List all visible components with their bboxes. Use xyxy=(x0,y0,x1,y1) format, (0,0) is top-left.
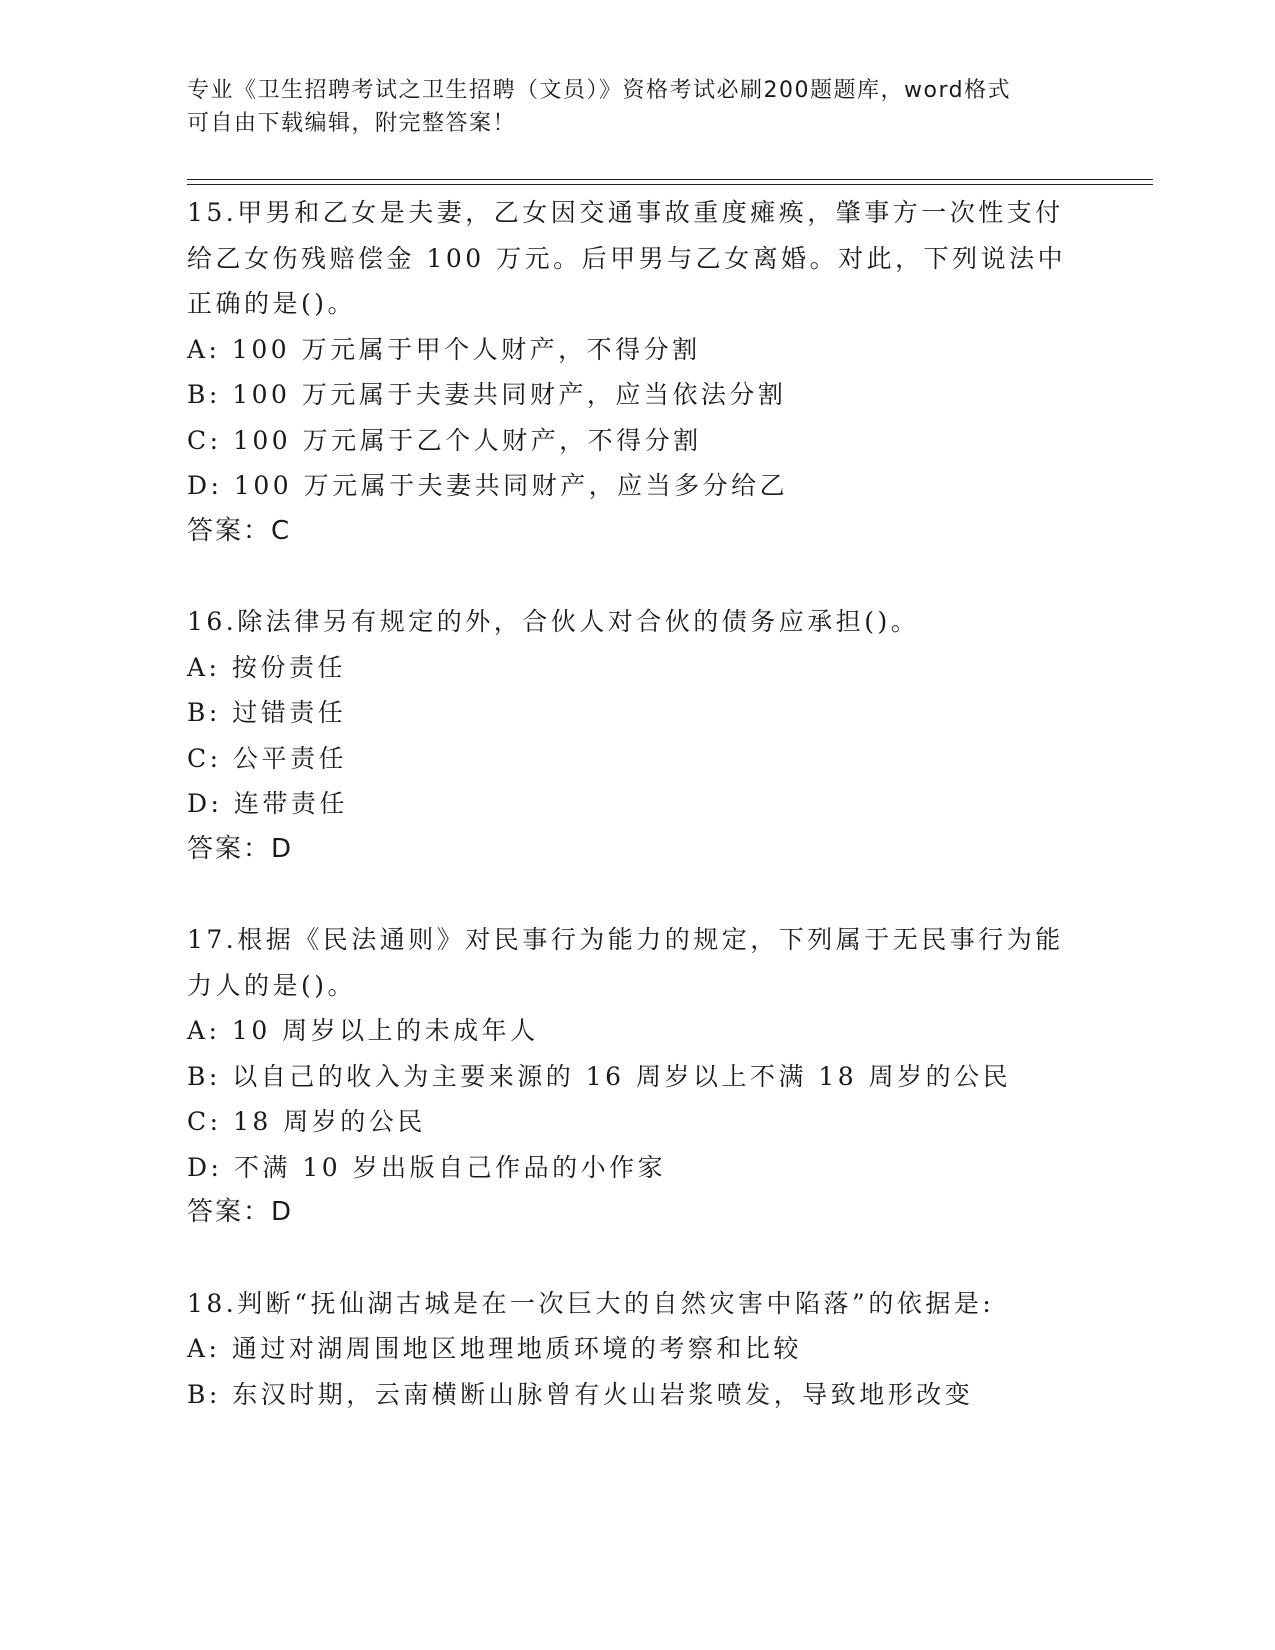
question-stem-line: 正确的是()。 xyxy=(187,289,357,318)
question-stem-line: 17.根据《民法通则》对民事行为能力的规定，下列属于无民事行为能 xyxy=(187,925,1064,954)
option-b: B: 以自己的收入为主要来源的 16 周岁以上不满 18 周岁的公民 xyxy=(187,1061,1012,1091)
question-stem-line: 给乙女伤残赔偿金 100 万元。后甲男与乙女离婚。对此，下列说法中 xyxy=(187,243,1067,273)
header-line-2: 可自由下载编辑，附完整答案！ xyxy=(187,111,517,136)
question-stem-line: 18.判断“抚仙湖古城是在一次巨大的自然灾害中陷落”的依据是: xyxy=(187,1288,995,1318)
option-a: A: 按份责任 xyxy=(187,652,346,682)
question-18 xyxy=(187,1281,1087,1418)
answer-label: 答案：C xyxy=(187,515,292,546)
option-a: A: 100 万元属于甲个人财产，不得分割 xyxy=(187,334,701,364)
option-b: B: 过错责任 xyxy=(187,698,347,727)
question-16 xyxy=(187,599,1087,872)
header-divider-bottom xyxy=(187,184,1153,185)
option-c: C: 公平责任 xyxy=(187,743,347,773)
option-d: D: 100 万元属于夫妻共同财产，应当多分给乙 xyxy=(187,471,789,500)
question-list xyxy=(187,190,1087,1462)
header-line-1: 专业《卫生招聘考试之卫生招聘（文员）》资格考试必刷200题题库，word格式 xyxy=(187,78,1012,103)
option-c: C: 18 周岁的公民 xyxy=(187,1107,426,1136)
document-header xyxy=(187,74,1087,140)
header-divider-top xyxy=(187,179,1153,180)
option-b: B: 东汉时期，云南横断山脉曾有火山岩浆喷发，导致地形改变 xyxy=(187,1379,974,1409)
question-stem-line: 16.除法律另有规定的外，合伙人对合伙的债务应承担()。 xyxy=(187,607,920,636)
question-15 xyxy=(187,190,1087,554)
question-stem-line: 力人的是()。 xyxy=(187,970,357,1000)
answer-label: 答案：D xyxy=(187,833,294,864)
answer-label: 答案：D xyxy=(187,1197,294,1227)
option-a: A: 通过对湖周围地区地理地质环境的考察和比较 xyxy=(187,1334,802,1363)
option-d: D: 不满 10 岁出版自己作品的小作家 xyxy=(187,1152,667,1182)
question-17 xyxy=(187,917,1087,1236)
option-a: A: 10 周岁以上的未成年人 xyxy=(187,1016,539,1045)
question-stem-line: 15.甲男和乙女是夫妻，乙女因交通事故重度瘫痪，肇事方一次性支付 xyxy=(187,198,1064,227)
option-b: B: 100 万元属于夫妻共同财产，应当依法分割 xyxy=(187,380,787,409)
option-c: C: 100 万元属于乙个人财产，不得分割 xyxy=(187,425,702,455)
option-d: D: 连带责任 xyxy=(187,789,348,818)
